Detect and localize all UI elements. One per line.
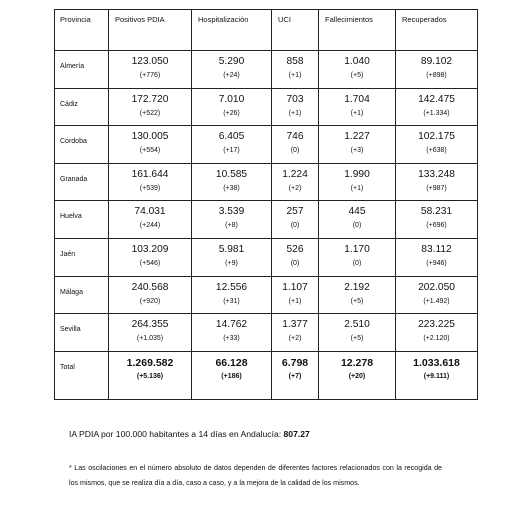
recuperados-cell	[396, 163, 478, 201]
positivos-cell	[109, 276, 192, 314]
fallecimientos-change: (+5)	[350, 297, 364, 305]
positivos-change: (+5.136)	[136, 372, 164, 380]
uci-value: 858	[286, 56, 304, 67]
uci-value: 6.798	[281, 356, 309, 369]
hospitalizacion-change: (+186)	[221, 372, 242, 380]
uci-cell	[272, 276, 319, 314]
hospitalizacion-change: (+31)	[223, 297, 240, 305]
uci-cell	[272, 314, 319, 352]
header-hospitalizacion: Hospitalización	[192, 10, 272, 51]
fallecimientos-change: (0)	[352, 259, 362, 267]
recuperados-value: 202.050	[418, 281, 455, 293]
hospitalizacion-value: 12.556	[215, 281, 248, 293]
positivos-value: 264.355	[131, 319, 169, 331]
uci-change: (+1)	[288, 72, 302, 79]
ia-label: IA PDIA por 100.000 habitantes a 14 días en Andalucía:	[69, 429, 284, 439]
uci-value: 257	[286, 206, 304, 218]
positivos-change: (+920)	[139, 297, 161, 305]
fallecimientos-cell	[319, 126, 396, 164]
hospitalizacion-value: 10.585	[215, 168, 248, 180]
uci-cell	[272, 126, 319, 164]
hospitalizacion-value: 6.405	[218, 131, 245, 143]
fallecimientos-value: 1.170	[344, 243, 370, 255]
hospitalizacion-cell	[192, 314, 272, 352]
hospitalizacion-change: (+24)	[223, 72, 240, 79]
recuperados-change: (+898)	[426, 72, 447, 79]
recuperados-value: 223.225	[418, 319, 455, 331]
uci-change: (+2)	[288, 335, 302, 343]
fallecimientos-value: 1.704	[344, 93, 370, 105]
table-row	[55, 51, 478, 89]
hospitalizacion-change: (+38)	[223, 184, 240, 192]
positivos-change: (+546)	[139, 259, 161, 267]
positivos-cell	[109, 51, 192, 89]
recuperados-value: 58.231	[420, 206, 453, 218]
fallecimientos-change: (+5)	[350, 335, 364, 343]
table-row	[55, 126, 478, 164]
fallecimientos-cell	[319, 163, 396, 201]
hospitalizacion-value: 7.010	[218, 93, 245, 105]
recuperados-cell	[396, 238, 478, 276]
fallecimientos-change: (+1)	[350, 109, 364, 117]
provincia-cell: Cádiz	[55, 88, 109, 126]
hospitalizacion-value: 14.762	[215, 319, 248, 331]
hospitalizacion-change: (+33)	[223, 335, 240, 343]
recuperados-change: (+987)	[426, 184, 447, 192]
hospitalizacion-cell	[192, 126, 272, 164]
recuperados-cell	[396, 351, 478, 399]
hospitalizacion-value: 5.981	[218, 243, 245, 255]
fallecimientos-change: (+3)	[350, 147, 364, 155]
fallecimientos-value: 1.040	[344, 56, 370, 67]
positivos-cell	[109, 351, 192, 399]
header-recuperados: Recuperados	[396, 10, 478, 51]
positivos-cell	[109, 314, 192, 352]
recuperados-value: 133.248	[418, 168, 455, 180]
recuperados-cell	[396, 126, 478, 164]
recuperados-value: 89.102	[420, 56, 453, 67]
positivos-change: (+539)	[139, 184, 161, 192]
positivos-change: (+244)	[139, 222, 161, 230]
hospitalizacion-change: (+26)	[223, 109, 240, 117]
fallecimientos-value: 2.192	[344, 281, 370, 293]
uci-value: 746	[286, 131, 304, 143]
uci-change: (+1)	[288, 297, 302, 305]
positivos-cell	[109, 126, 192, 164]
fallecimientos-cell	[319, 276, 396, 314]
table-row	[55, 314, 478, 352]
recuperados-change: (+9.111)	[423, 372, 450, 380]
total-row	[55, 351, 478, 399]
uci-cell	[272, 51, 319, 89]
fallecimientos-value: 12.278	[340, 356, 374, 369]
provincia-cell: Córdoba	[55, 126, 109, 164]
positivos-value: 74.031	[134, 206, 166, 218]
header-provincia: Provincia	[55, 10, 109, 51]
fallecimientos-cell	[319, 351, 396, 399]
recuperados-value: 1.033.618	[413, 356, 460, 369]
provincia-cell: Total	[55, 351, 109, 399]
hospitalizacion-value: 3.539	[218, 206, 245, 218]
header-positivos: Positivos PDIA	[109, 10, 192, 51]
hospitalizacion-change: (+17)	[223, 147, 240, 155]
uci-value: 526	[286, 243, 304, 255]
uci-value: 1.107	[282, 281, 308, 293]
positivos-value: 172.720	[131, 93, 169, 105]
hospitalizacion-value: 5.290	[218, 56, 245, 67]
recuperados-cell	[396, 276, 478, 314]
fallecimientos-change: (0)	[352, 222, 362, 230]
hospitalizacion-cell	[192, 201, 272, 239]
positivos-change: (+1.035)	[136, 335, 164, 343]
uci-value: 703	[286, 93, 304, 105]
table-row	[55, 201, 478, 239]
hospitalizacion-cell	[192, 88, 272, 126]
recuperados-change: (+696)	[426, 222, 447, 230]
uci-change: (0)	[290, 259, 300, 267]
uci-change: (0)	[290, 147, 300, 155]
hospitalizacion-cell	[192, 163, 272, 201]
uci-cell	[272, 88, 319, 126]
positivos-change: (+554)	[139, 147, 161, 155]
uci-value: 1.377	[282, 319, 308, 331]
hospitalizacion-cell	[192, 351, 272, 399]
recuperados-change: (+638)	[426, 147, 447, 155]
fallecimientos-value: 1.227	[344, 131, 370, 143]
header-uci: UCI	[272, 10, 319, 51]
hospitalizacion-cell	[192, 276, 272, 314]
positivos-cell	[109, 88, 192, 126]
positivos-value: 123.050	[131, 56, 169, 67]
recuperados-cell	[396, 314, 478, 352]
fallecimientos-change: (+5)	[350, 72, 364, 79]
recuperados-change: (+1.334)	[423, 109, 450, 117]
fallecimientos-value: 1.990	[344, 168, 370, 180]
recuperados-value: 142.475	[418, 93, 455, 105]
positivos-change: (+522)	[139, 109, 161, 117]
positivos-value: 103.209	[131, 243, 169, 255]
uci-change: (+1)	[288, 109, 302, 117]
positivos-change: (+776)	[139, 72, 161, 79]
positivos-cell	[109, 201, 192, 239]
hospitalizacion-change: (+9)	[225, 259, 238, 267]
uci-cell	[272, 163, 319, 201]
positivos-value: 161.644	[131, 168, 169, 180]
uci-change: (+2)	[288, 184, 302, 192]
hospitalizacion-value: 66.128	[215, 356, 248, 369]
ia-value: 807.27	[283, 429, 310, 439]
fallecimientos-cell	[319, 314, 396, 352]
header-fallecimientos: Fallecimientos	[319, 10, 396, 51]
recuperados-change: (+2.120)	[423, 335, 450, 343]
provincia-cell: Jaén	[55, 238, 109, 276]
ia-summary	[69, 429, 310, 439]
positivos-value: 240.568	[131, 281, 169, 293]
fallecimientos-value: 445	[348, 206, 366, 218]
positivos-cell	[109, 238, 192, 276]
table-row	[55, 276, 478, 314]
provincia-cell: Granada	[55, 163, 109, 201]
provincia-cell: Almería	[55, 51, 109, 89]
recuperados-cell	[396, 51, 478, 89]
table-row	[55, 238, 478, 276]
hospitalizacion-cell	[192, 51, 272, 89]
positivos-value: 130.005	[131, 131, 169, 143]
recuperados-cell	[396, 201, 478, 239]
fallecimientos-change: (+1)	[350, 184, 364, 192]
uci-cell	[272, 351, 319, 399]
recuperados-value: 83.112	[421, 243, 452, 255]
positivos-cell	[109, 163, 192, 201]
provincia-cell: Sevilla	[55, 314, 109, 352]
provincia-cell: Huelva	[55, 201, 109, 239]
fallecimientos-value: 2.510	[344, 319, 370, 331]
table-header-row	[55, 10, 478, 51]
provincia-cell: Málaga	[55, 276, 109, 314]
table-row	[55, 163, 478, 201]
hospitalizacion-change: (+8)	[225, 222, 238, 230]
fallecimientos-change: (+20)	[348, 372, 366, 380]
recuperados-change: (+1.492)	[423, 297, 450, 305]
footnote: * Las oscilaciones en el número absoluto de datos dependen de diferentes factores relacionados con la recogida de los mismos, que se realiza día a día, caso a caso, y a la mejora de la calidad de los mismos.	[69, 464, 442, 487]
fallecimientos-cell	[319, 201, 396, 239]
recuperados-change: (+946)	[426, 259, 447, 267]
positivos-value: 1.269.582	[126, 356, 174, 369]
uci-cell	[272, 201, 319, 239]
uci-cell	[272, 238, 319, 276]
fallecimientos-cell	[319, 238, 396, 276]
covid-data-table	[54, 9, 478, 400]
uci-change: (+7)	[288, 372, 302, 380]
fallecimientos-cell	[319, 88, 396, 126]
uci-change: (0)	[290, 222, 300, 230]
table-row	[55, 88, 478, 126]
recuperados-cell	[396, 88, 478, 126]
uci-value: 1.224	[282, 168, 308, 180]
recuperados-value: 102.175	[418, 131, 455, 143]
fallecimientos-cell	[319, 51, 396, 89]
hospitalizacion-cell	[192, 238, 272, 276]
